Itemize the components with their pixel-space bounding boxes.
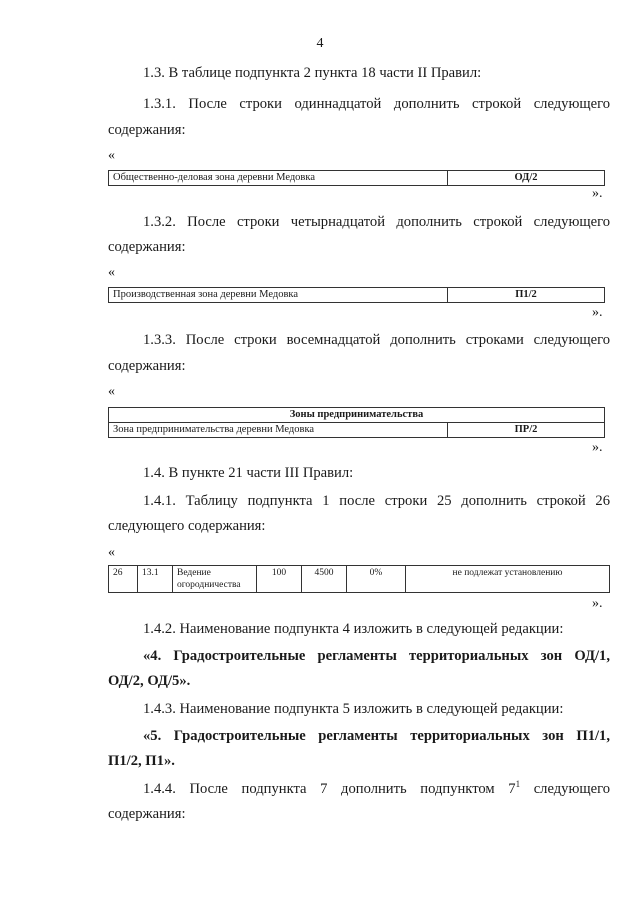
- page-number: 4: [316, 36, 324, 51]
- heading-5-line2: П1/2, П1».: [108, 753, 175, 769]
- table-od2-code: ОД/2: [448, 171, 605, 186]
- heading-4-line2: ОД/2, ОД/5».: [108, 673, 191, 689]
- table-p12-name: Производственная зона деревни Медовка: [109, 288, 448, 303]
- heading-4-line1: «4. Градостроительные регламенты территориальных зон ОД/1,: [143, 648, 610, 664]
- table-row-26-code: 13.1: [138, 566, 173, 593]
- table-row-26-percent: 0%: [347, 566, 406, 593]
- quote-open: «: [108, 545, 115, 560]
- quote-open: «: [108, 384, 115, 399]
- paragraph-1-3-2-line2: содержания:: [108, 239, 186, 255]
- paragraph-1-3: 1.3. В таблице подпункта 2 пункта 18 части II Правил:: [143, 65, 482, 81]
- table-row-26-min: 100: [257, 566, 302, 593]
- paragraph-1-4-4-text-end: следующего: [520, 781, 610, 797]
- paragraph-1-4-4-text: 1.4.4. После подпункта 7 дополнить подпунктом 7: [143, 781, 516, 797]
- quote-open: «: [108, 265, 115, 280]
- table-p12-code: П1/2: [448, 288, 605, 303]
- quote-close: ».: [592, 305, 603, 320]
- table-pr2-code: ПР/2: [448, 423, 605, 438]
- table-row-26-limits: не подлежат установлению: [406, 566, 610, 593]
- heading-5-line1: «5. Градостроительные регламенты территориальных зон П1/1,: [143, 728, 610, 744]
- paragraph-1-3-3-line2: содержания:: [108, 358, 186, 374]
- quote-close: ».: [592, 440, 603, 455]
- superscript-one: 1: [515, 779, 521, 790]
- paragraph-1-3-2-line1: 1.3.2. После строки четырнадцатой дополнить строкой следующего: [143, 214, 610, 230]
- table-row-26-max: 4500: [302, 566, 347, 593]
- table-pr2-header: Зоны предпринимательства: [109, 408, 605, 423]
- table-row-26-use: Ведение огородничества: [173, 566, 257, 593]
- paragraph-1-3-1-line2: содержания:: [108, 122, 186, 138]
- quote-close: ».: [592, 596, 603, 611]
- table-pr2-name: Зона предпринимательства деревни Медовка: [109, 423, 448, 438]
- table-p12: [108, 287, 605, 303]
- paragraph-1-4: 1.4. В пункте 21 части III Правил:: [143, 465, 354, 481]
- paragraph-1-4-4-line2: содержания:: [108, 806, 186, 822]
- table-row-26-num: 26: [109, 566, 138, 593]
- quote-close: ».: [592, 186, 603, 201]
- paragraph-1-4-4-line1: [143, 780, 610, 798]
- paragraph-1-3-3-line1: 1.3.3. После строки восемнадцатой дополнить строками следующего: [143, 332, 610, 348]
- paragraph-1-4-1-line2: следующего содержания:: [108, 518, 266, 534]
- paragraph-1-4-3: 1.4.3. Наименование подпункта 5 изложить в следующей редакции:: [143, 701, 564, 717]
- table-od2-name: Общественно-деловая зона деревни Медовка: [109, 171, 448, 186]
- table-row-26: [108, 565, 610, 593]
- table-od2: [108, 170, 605, 186]
- table-pr2: [108, 407, 605, 438]
- quote-open: «: [108, 148, 115, 163]
- paragraph-1-3-1-line1: 1.3.1. После строки одиннадцатой дополнить строкой следующего: [143, 96, 610, 112]
- paragraph-1-4-2: 1.4.2. Наименование подпункта 4 изложить в следующей редакции:: [143, 621, 564, 637]
- paragraph-1-4-1-line1: 1.4.1. Таблицу подпункта 1 после строки 25 дополнить строкой 26: [143, 493, 610, 509]
